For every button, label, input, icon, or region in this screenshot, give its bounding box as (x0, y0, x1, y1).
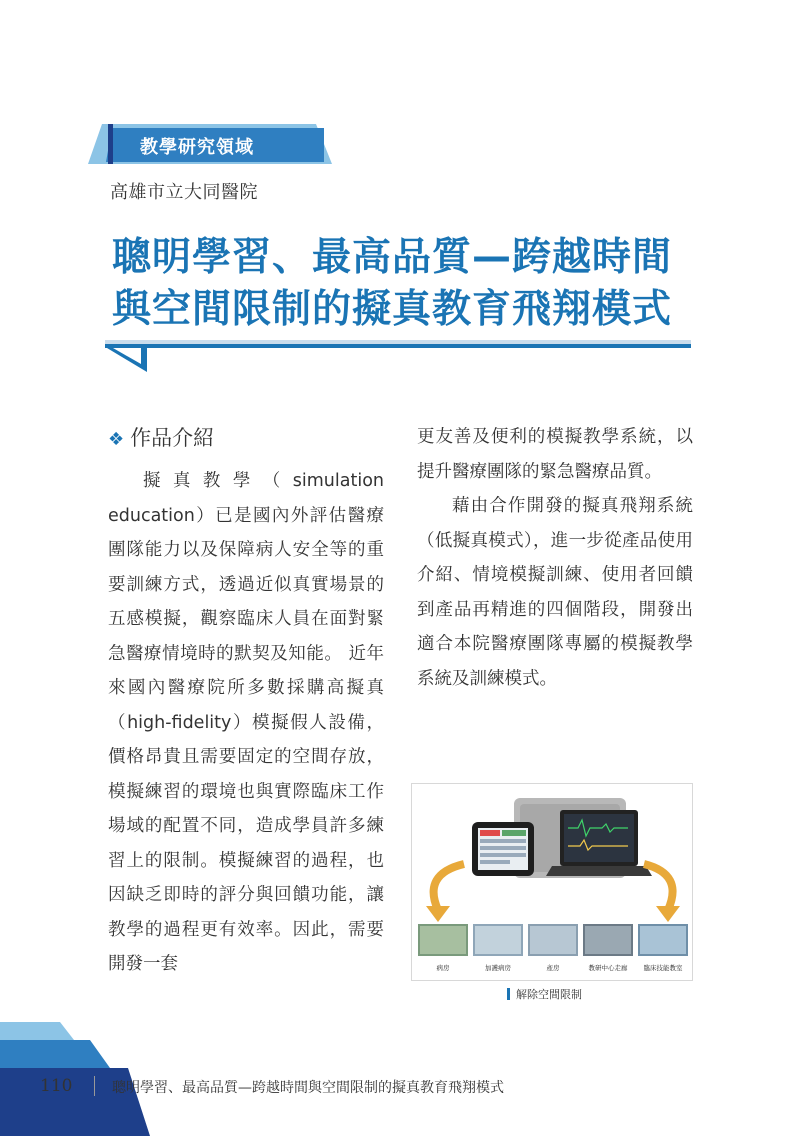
body-paragraph-1-continued: 更友善及便利的模擬教學系統，以提升醫療團隊的緊急醫療品質。 (417, 427, 693, 482)
figure-label-research-corridor: 教研中心走廊 (588, 964, 628, 972)
caption-bar-icon (507, 988, 510, 1000)
section-heading (108, 420, 384, 464)
title-line-2: 與空間限制的擬真教育飛翔模式 (112, 287, 673, 332)
figure-illustration (412, 784, 692, 980)
body-paragraph-1: 擬真教學（simulation education）已是國內外評估醫療團隊能力以及保障病人安全等的重要訓練方式，透過近似真實場景的五感模擬，觀察臨床人員在面對緊急醫療情境時的默契及知能。 近年來國內醫療院所多數採購高擬真（high-fidelity）模擬假人設備，價格昂貴且需要固定的空間存放，模擬練習的環境也與實際臨床工作場域的配置不同，造成學員許多練習上的限制。模擬練習的過程，也因缺乏即時的評分與回饋功能，讓教學的過程更有效率。因此，需要開發一套 (108, 471, 384, 974)
figure-label-delivery-room: 產房 (546, 964, 560, 972)
laptop-icon (546, 810, 652, 876)
right-column (417, 420, 693, 696)
title-line-1: 聰明學習、最高品質—跨越時間 (112, 235, 673, 280)
diamond-bullet-icon: ❖ (108, 429, 125, 450)
left-column (108, 420, 384, 982)
section-heading-text: 作品介紹 (130, 426, 215, 450)
figure-label-skills-classroom: 臨床技能教室 (643, 964, 683, 972)
tablet-icon (472, 822, 534, 876)
curved-arrow-icon (434, 864, 464, 910)
footer-separator (94, 1076, 95, 1096)
page-number: 110 (40, 1076, 73, 1096)
figure-caption-text: 解除空間限制 (516, 988, 582, 1001)
organization-name: 高雄市立大同醫院 (110, 182, 258, 203)
title-underline-decoration (105, 336, 695, 376)
category-banner (88, 124, 332, 164)
figure-label-icu: 加護病房 (485, 964, 511, 972)
running-title: 聰明學習、最高品質—跨越時間與空間限制的擬真教育飛翔模式 (112, 1080, 504, 1096)
category-label: 教學研究領域 (140, 137, 254, 158)
article-title (112, 232, 712, 336)
figure-label-ward: 病房 (436, 964, 450, 972)
figure-caption (507, 986, 582, 1002)
product-figure (411, 783, 693, 981)
body-paragraph-2: 藉由合作開發的擬真飛翔系統（低擬真模式），進一步從產品使用介紹、情境模擬訓練、使用者回饋到產品再精進的四個階段，開發出適合本院醫療團隊專屬的模擬教學系統及訓練模式。 (417, 496, 693, 689)
